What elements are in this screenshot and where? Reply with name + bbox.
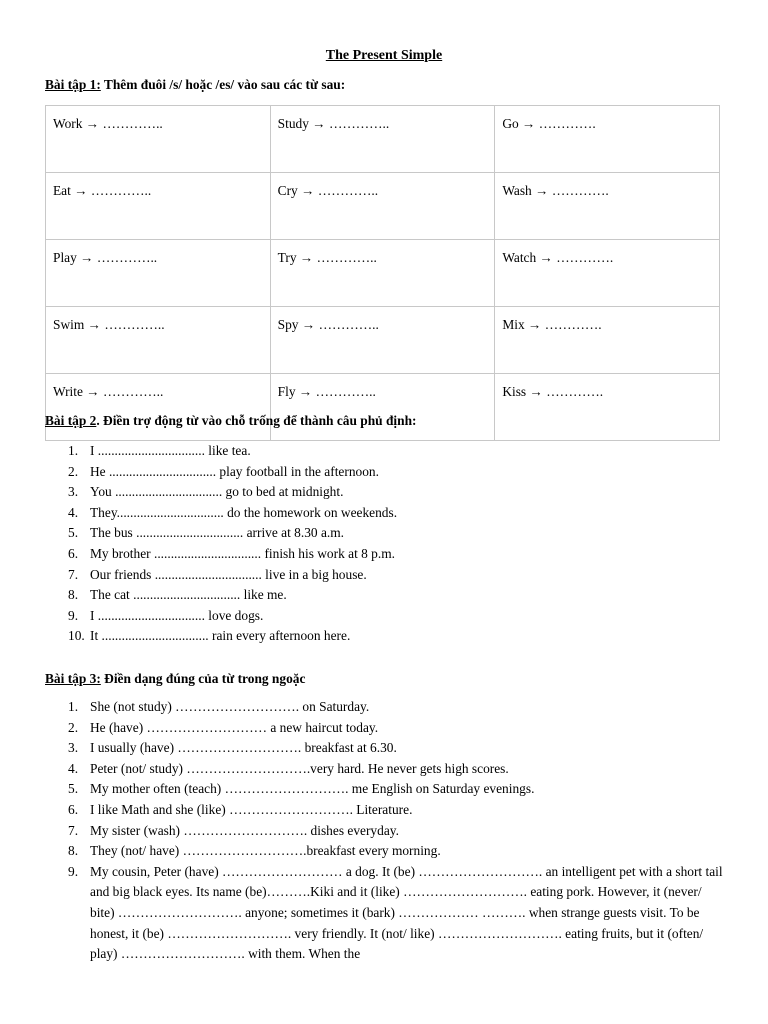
list-item-text: I ................................ love dogs.: [90, 607, 264, 623]
exercise-1-instruction: Thêm đuôi /s/ hoặc /es/ vào sau các từ sau:: [100, 77, 346, 92]
list-item-number: 8.: [68, 843, 79, 859]
list-item: [68, 503, 723, 524]
exercise-1-label: Bài tập 1:: [45, 77, 101, 92]
table-row: [46, 240, 720, 307]
list-item-number: 8.: [68, 587, 79, 603]
table-row: [46, 374, 720, 441]
list-item-text: It ................................ rain every afternoon here.: [90, 628, 351, 644]
list-item-text: They................................ do the homework on weekends.: [90, 504, 398, 520]
list-item: [68, 585, 723, 606]
list-item-text: Peter (not/ study) ……………………….very hard. He never gets high scores.: [90, 760, 509, 776]
table-cell: Write → …………..: [46, 374, 271, 441]
list-item: [68, 821, 723, 842]
table-cell: Try → …………..: [270, 240, 495, 307]
list-item-text: My cousin, Peter (have) ……………………… a dog. It (be) ………………………. an intelligent pet with a short tail and big black eyes. Its name (be)……….Kiki and it (like) ………………………. eating pork. However, it (never/ bite) ………………………. anyone; sometimes it (bark) ……………… ………. when strange guests visit. To be honest, it (be) ………………………. very friendly. It (not/ like) ………………………. eating fruits, but it (often/ play) ………………………. with them. When the: [90, 863, 723, 962]
list-item-number: 9.: [68, 607, 79, 623]
list-item-text: I ................................ like tea.: [90, 443, 251, 458]
list-item-text: My sister (wash) ………………………. dishes everyday.: [90, 822, 399, 838]
list-item-number: 4.: [68, 504, 79, 520]
table-cell: Spy → …………..: [270, 307, 495, 374]
list-item-text: The cat ................................ like me.: [90, 587, 287, 603]
table-cell: Watch → ………….: [495, 240, 720, 307]
list-item-text: Our friends ................................ live in a big house.: [90, 566, 367, 582]
table-row: [46, 307, 720, 374]
list-item: [68, 626, 723, 647]
list-item: [68, 544, 723, 565]
table-cell: Go → ………….: [495, 106, 720, 173]
list-item-number: 7.: [68, 822, 79, 838]
table-row: [46, 106, 720, 173]
list-item-number: 1.: [68, 443, 79, 458]
table-cell: Wash → ………….: [495, 173, 720, 240]
list-item-text: You ................................ go to bed at midnight.: [90, 484, 344, 500]
list-item-number: 2.: [68, 719, 79, 735]
list-item-text: My mother often (teach) ………………………. me English on Saturday evenings.: [90, 781, 535, 797]
list-item: [68, 441, 723, 462]
list-item-text: She (not study) ………………………. on Saturday.: [90, 699, 370, 714]
table-cell: Eat → …………..: [46, 173, 271, 240]
list-item-number: 1.: [68, 699, 79, 714]
table-cell: Kiss → ………….: [495, 374, 720, 441]
table-cell: Play → …………..: [46, 240, 271, 307]
exercise-3-heading: [45, 671, 305, 687]
table-cell: Study → …………..: [270, 106, 495, 173]
list-item-text: I usually (have) ………………………. breakfast at 6.30.: [90, 740, 397, 756]
list-item: [68, 697, 723, 718]
exercise-2-label: Bài tập 2: [45, 413, 97, 428]
list-item: [68, 718, 723, 739]
list-item-number: 9.: [68, 863, 79, 879]
list-item: [68, 862, 723, 965]
list-item-number: 3.: [68, 484, 79, 500]
list-item: [68, 523, 723, 544]
list-item-text: I like Math and she (like) ………………………. Literature.: [90, 801, 413, 817]
list-item-text: He ................................ play football in the afternoon.: [90, 463, 379, 479]
list-item-number: 3.: [68, 740, 79, 756]
list-item-text: He (have) ……………………… a new haircut today.: [90, 719, 379, 735]
exercise-1-table: [45, 105, 720, 441]
list-item-text: They (not/ have) ……………………….breakfast every morning.: [90, 843, 441, 859]
table-row: [46, 173, 720, 240]
list-item: [68, 738, 723, 759]
list-item-number: 6.: [68, 545, 79, 561]
table-cell: Work → …………..: [46, 106, 271, 173]
exercise-1-heading: [45, 77, 345, 93]
table-cell: Mix → ………….: [495, 307, 720, 374]
list-item: [68, 565, 723, 586]
list-item-number: 2.: [68, 463, 79, 479]
list-item-number: 4.: [68, 760, 79, 776]
list-item: [68, 606, 723, 627]
list-item-number: 6.: [68, 801, 79, 817]
list-item: [68, 800, 723, 821]
list-item: [68, 779, 723, 800]
exercise-3-list: [68, 697, 723, 965]
list-item-text: The bus ................................ arrive at 8.30 a.m.: [90, 525, 345, 541]
list-item-number: 7.: [68, 566, 79, 582]
exercise-3-instruction: Điền dạng đúng của từ trong ngoặc: [100, 671, 306, 686]
table-cell: Cry → …………..: [270, 173, 495, 240]
list-item-number: 10.: [68, 628, 85, 644]
list-item: [68, 841, 723, 862]
list-item: [68, 482, 723, 503]
list-item: [68, 759, 723, 780]
exercise-2-list: [68, 441, 723, 647]
exercise-2-heading: [45, 413, 417, 429]
exercise-2-instruction: . Điền trợ động từ vào chỗ trống để thành câu phủ định:: [96, 413, 417, 428]
list-item-number: 5.: [68, 781, 79, 797]
list-item: [68, 462, 723, 483]
list-item-text: My brother ................................ finish his work at 8 p.m.: [90, 545, 395, 561]
exercise-3-label: Bài tập 3:: [45, 671, 101, 686]
table-cell: Swim → …………..: [46, 307, 271, 374]
table-cell: Fly → …………..: [270, 374, 495, 441]
list-item-number: 5.: [68, 525, 79, 541]
document-title: The Present Simple: [325, 48, 443, 63]
